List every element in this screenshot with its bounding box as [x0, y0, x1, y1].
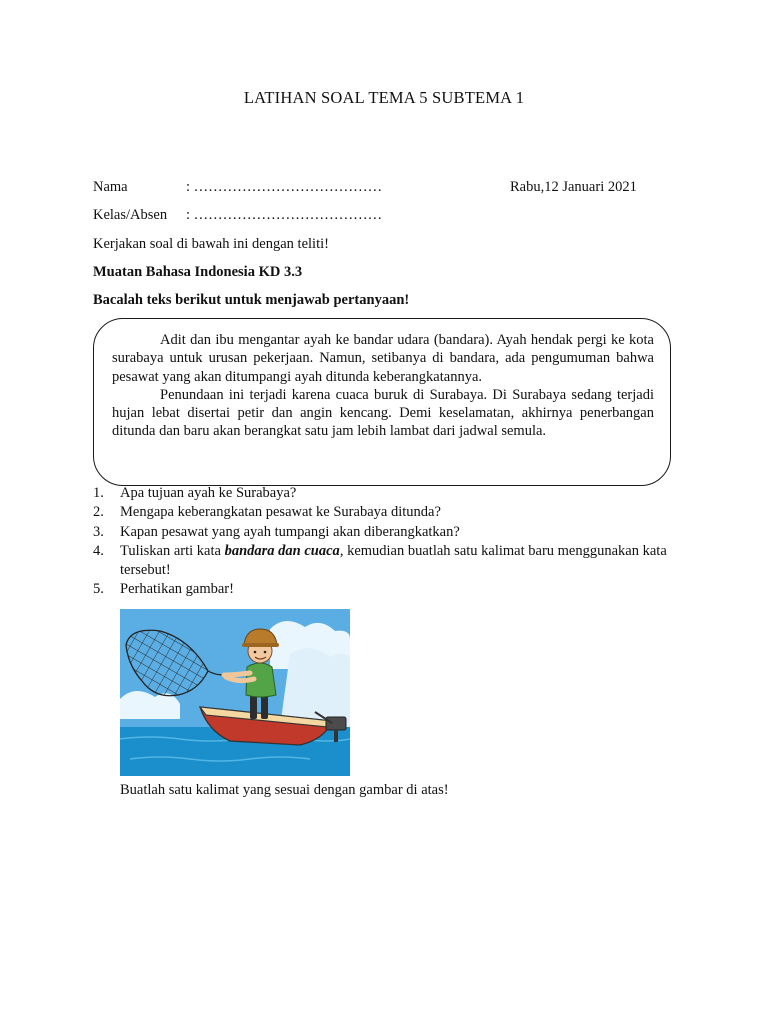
page-title: LATIHAN SOAL TEMA 5 SUBTEMA 1: [243, 88, 525, 107]
question-number: 4.: [93, 542, 104, 559]
question-item: [93, 523, 678, 542]
fisherman-boat-illustration: [120, 609, 350, 776]
question-text-start: Tuliskan arti kata: [120, 542, 225, 559]
question-item: [93, 503, 678, 522]
read-prompt: Bacalah teks berikut untuk menjawab pertanyaan!: [93, 292, 410, 308]
reading-passage: [112, 331, 654, 441]
question-text: Apa tujuan ayah ke Surabaya?: [120, 485, 297, 501]
question-number: 3.: [93, 523, 104, 540]
question-number: 5.: [93, 581, 104, 598]
question-text: Kapan pesawat yang ayah tumpangi akan diberangkatkan?: [120, 523, 460, 540]
name-label: Nama: [93, 179, 128, 195]
subject-heading: Muatan Bahasa Indonesia KD 3.3: [93, 264, 303, 280]
question-item: [93, 484, 678, 503]
question-text: Perhatikan gambar!: [120, 581, 234, 598]
question-item: [93, 580, 678, 599]
question-item: [93, 542, 678, 581]
date-text: Rabu,12 Januari 2021: [510, 179, 637, 195]
question-emphasis: bandara dan cuaca: [224, 542, 340, 559]
question-text: Mengapa keberangkatan pesawat ke Surabaya ditunda?: [120, 504, 441, 521]
name-field[interactable]: : …………………………………: [186, 179, 383, 195]
picture-task-instruction: Buatlah satu kalimat yang sesuai dengan gambar di atas!: [120, 782, 449, 798]
question-text-end: , kemudian buatlah satu kalimat baru menggunakan kata tersebut!: [120, 542, 667, 579]
passage-paragraph-1: Adit dan ibu mengantar ayah ke bandar udara (bandara). Ayah hendak pergi ke kota surabaya untuk urusan pekerjaan. Namun, setibanya di bandara, ada pengumuman bahwa pesawat yang akan ditumpangi ayah ditunda keberangkatannya.: [112, 332, 654, 385]
question-list: [93, 484, 678, 600]
class-field[interactable]: : …………………………………: [186, 207, 383, 223]
boat-motor: [326, 717, 346, 730]
class-label: Kelas/Absen: [93, 207, 168, 223]
question-number: 2.: [93, 504, 104, 521]
passage-paragraph-2: Penundaan ini terjadi karena cuaca buruk di Surabaya. Di Surabaya sedang terjadi hujan lebat disertai petir dan angin kencang. Demi keselamatan, akhirnya penerbangan ditunda dan baru akan berangkat satu jam lebih lambat dari jadwal semula.: [112, 386, 654, 440]
general-instruction: Kerjakan soal di bawah ini dengan teliti!: [93, 236, 329, 252]
question-number: 1.: [93, 485, 104, 501]
